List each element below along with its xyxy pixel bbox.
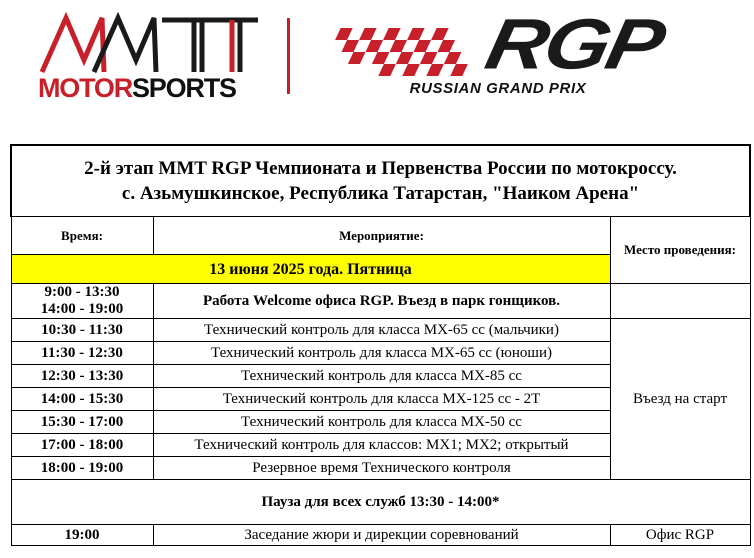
table-row bbox=[11, 525, 750, 546]
row-time: 15:30 - 17:00 bbox=[11, 411, 153, 434]
header-event: Мероприятие: bbox=[153, 217, 610, 255]
row-event: Технический контроль для класса MX-65 cc (юноши) bbox=[153, 342, 610, 365]
row-time: 11:30 - 12:30 bbox=[11, 342, 153, 365]
mmt-logo-wordmark bbox=[38, 73, 278, 103]
row-venue-merged: Въезд на старт bbox=[610, 319, 750, 480]
mmt-motorsports-logo bbox=[36, 10, 271, 105]
row-time-line2: 14:00 - 19:00 bbox=[40, 301, 124, 317]
row-time: 18:00 - 19:00 bbox=[11, 457, 153, 480]
title-row bbox=[11, 145, 750, 217]
rgp-logo-word: RGP bbox=[479, 4, 670, 84]
row-time: 12:30 - 13:30 bbox=[11, 365, 153, 388]
row-event: Технический контроль для класса MX-125 cc - 2T bbox=[153, 388, 610, 411]
row-event: Технический контроль для класса MX-65 cc (мальчики) bbox=[153, 319, 610, 342]
event-title-line1: 2-й этап MMT RGP Чемпионата и Первенства России по мотокроссу. bbox=[84, 158, 677, 179]
row-venue: Офис RGP bbox=[610, 525, 750, 546]
row-event: Работа Welcome офиса RGP. Въезд в парк гонщиков. bbox=[153, 284, 610, 319]
pause-label: Пауза для всех служб 13:30 - 14:00* bbox=[11, 480, 750, 525]
rgp-logo bbox=[310, 4, 730, 103]
mmt-logo-word-motor: MOTOR bbox=[38, 73, 132, 103]
row-event: Технический контроль для классов: MX1; MX2; открытый bbox=[153, 434, 610, 457]
event-title-line2: с. Азьмушкинское, Республика Татарстан, "Наиком Арена" bbox=[121, 183, 640, 204]
header-row bbox=[11, 217, 750, 255]
header-venue: Место проведения: bbox=[610, 217, 750, 284]
mmt-logo-word-sports: SPORTS bbox=[132, 73, 236, 103]
mmt-mark-graphic bbox=[36, 10, 271, 80]
row-event: Резервное время Технического контроля bbox=[153, 457, 610, 480]
event-title bbox=[11, 145, 750, 217]
row-time-line1: 9:00 - 13:30 bbox=[44, 284, 120, 300]
header-time: Время: bbox=[11, 217, 153, 255]
row-event: Заседание жюри и дирекции соревнований bbox=[153, 525, 610, 546]
row-event: Технический контроль для класса MX-85 cc bbox=[153, 365, 610, 388]
row-time: 14:00 - 15:30 bbox=[11, 388, 153, 411]
row-time bbox=[11, 284, 153, 319]
row-time: 17:00 - 18:00 bbox=[11, 434, 153, 457]
logo-divider bbox=[287, 18, 290, 94]
table-row bbox=[11, 284, 750, 319]
table-row bbox=[11, 319, 750, 342]
date-label: 13 июня 2025 года. Пятница bbox=[11, 255, 610, 284]
rgp-logo-subtitle: RUSSIAN GRAND PRIX bbox=[409, 80, 587, 97]
row-event: Технический контроль для класса MX-50 cc bbox=[153, 411, 610, 434]
pause-row bbox=[11, 480, 750, 525]
row-time: 10:30 - 11:30 bbox=[11, 319, 153, 342]
schedule-table bbox=[10, 144, 751, 546]
row-venue bbox=[610, 284, 750, 319]
row-time: 19:00 bbox=[11, 525, 153, 546]
